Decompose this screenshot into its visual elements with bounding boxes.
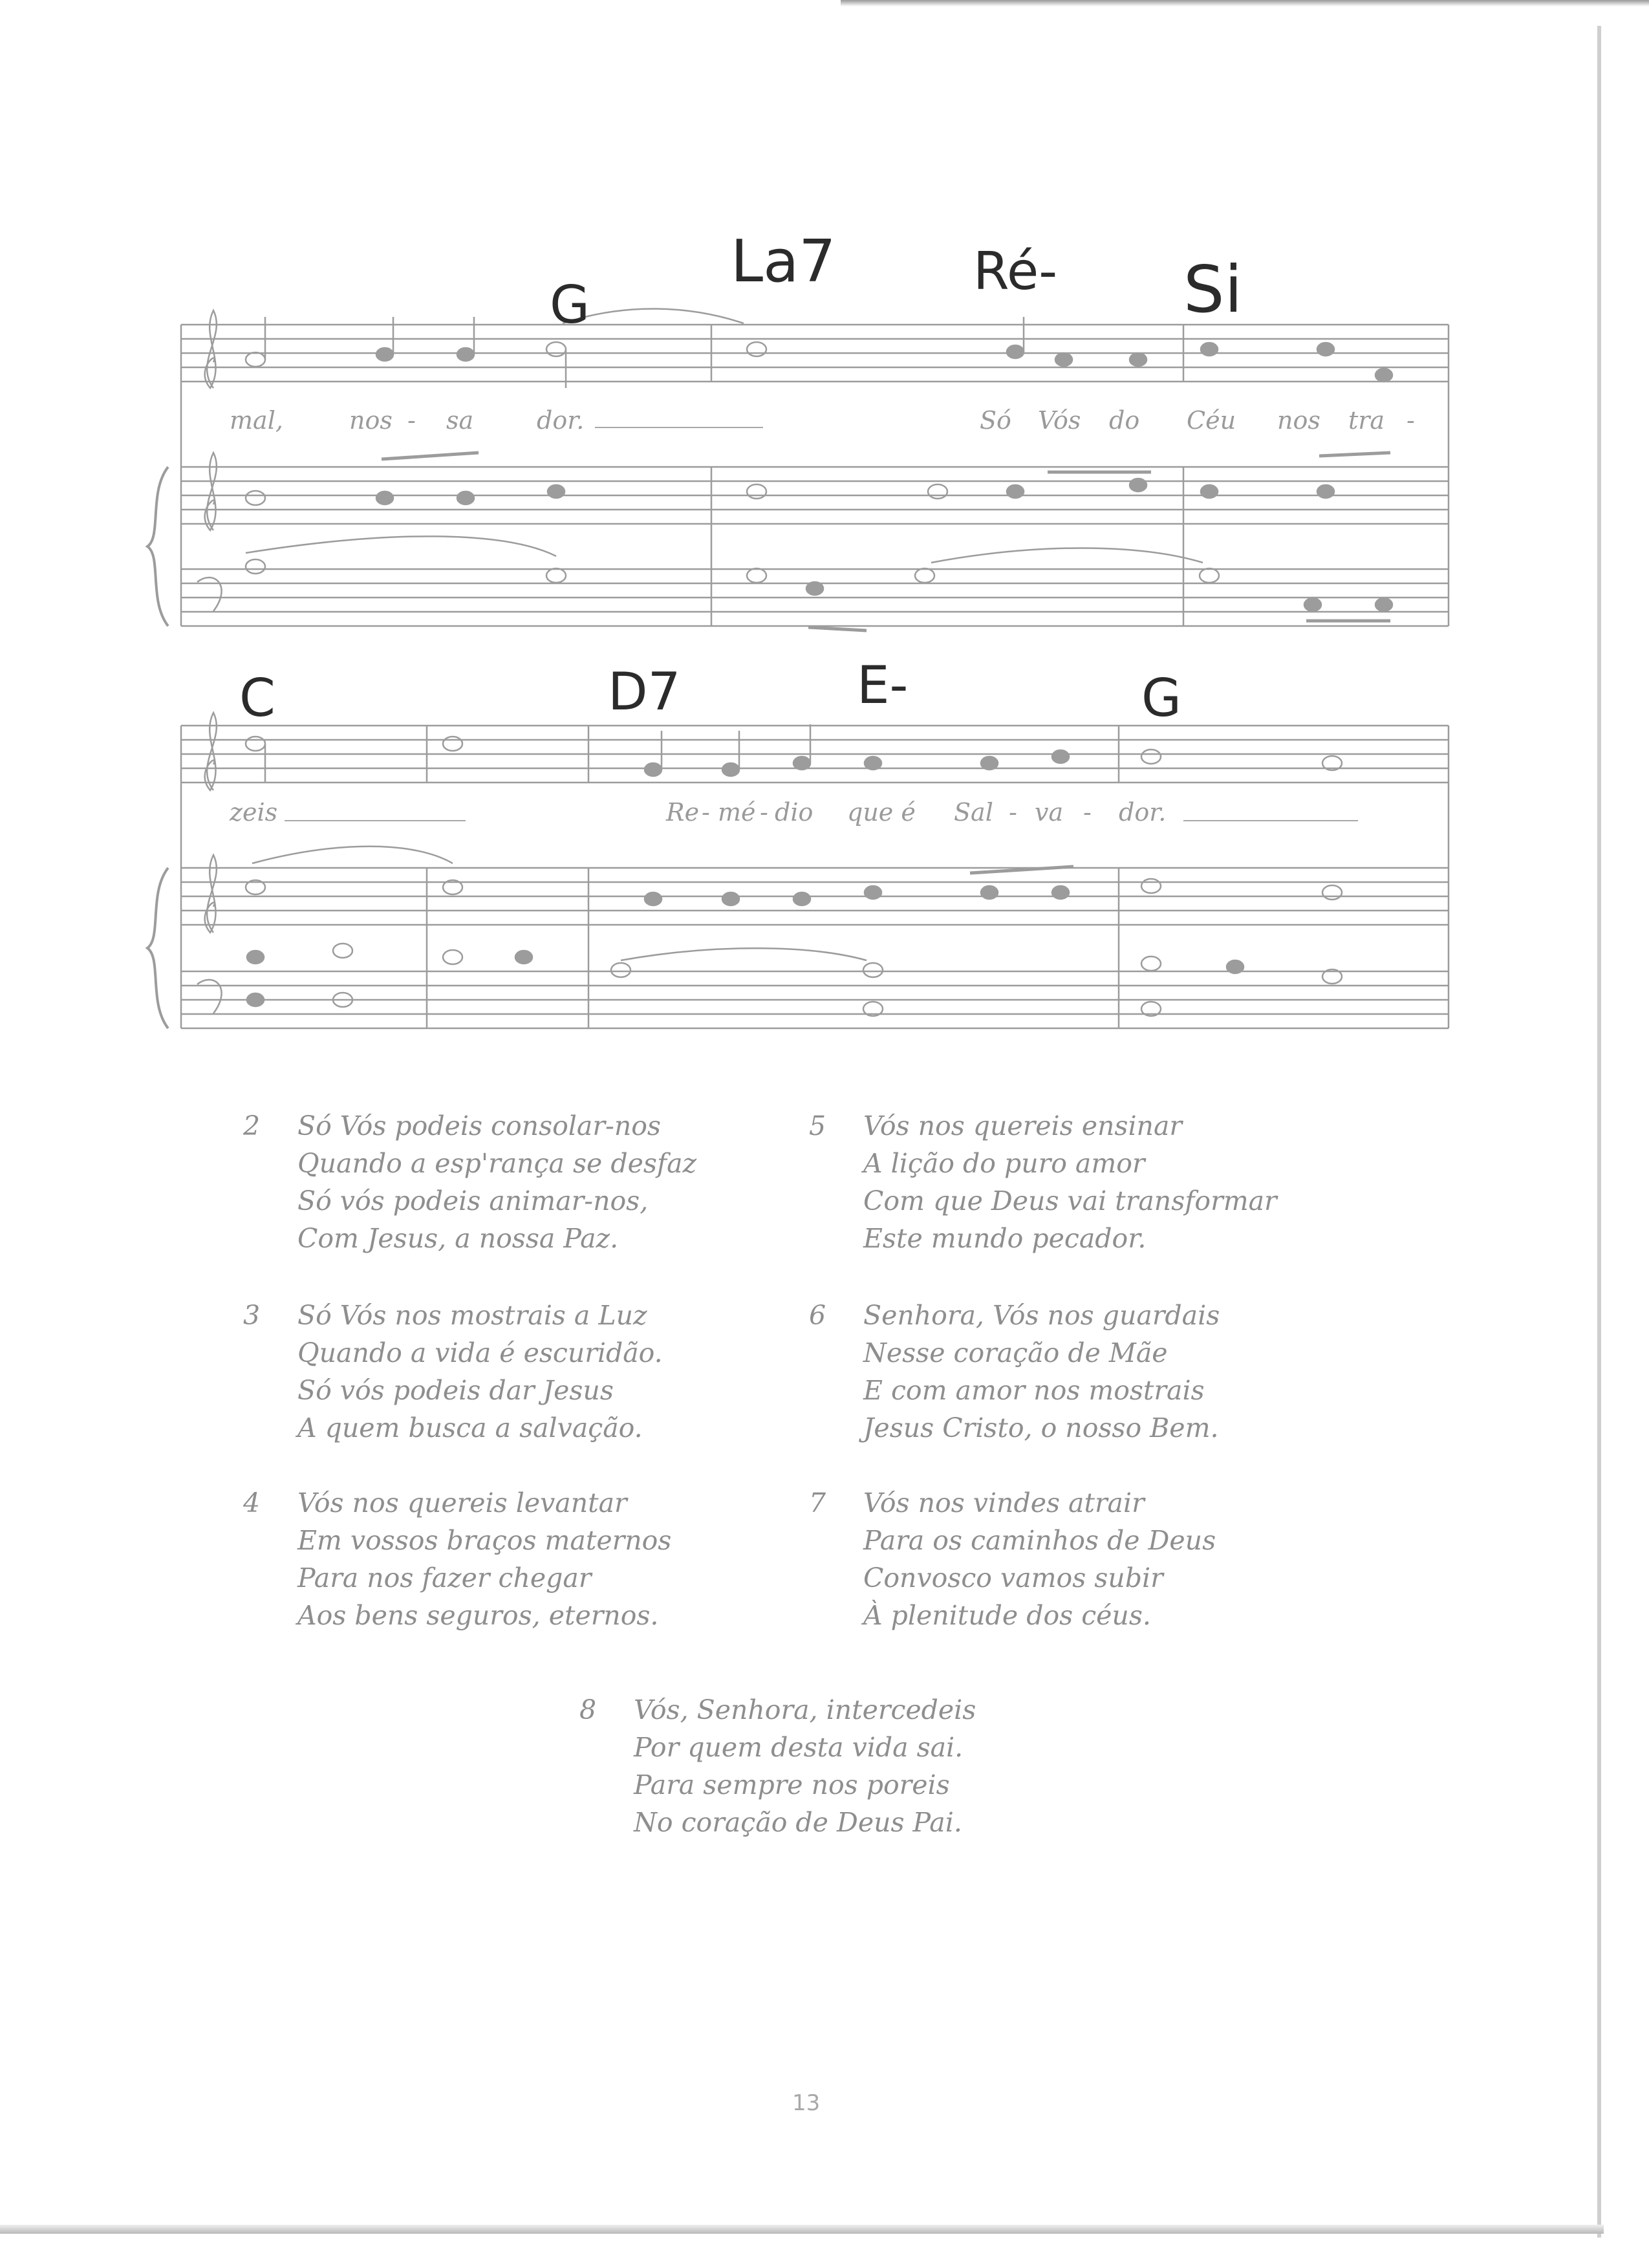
verse-number: 2 bbox=[243, 1110, 261, 1141]
chord-symbol: C bbox=[239, 668, 275, 728]
verse-line: Aos bens seguros, eternos. bbox=[297, 1600, 659, 1631]
verse-number: 5 bbox=[809, 1110, 826, 1141]
verse-4 bbox=[243, 1484, 672, 1634]
verse-line: Senhora, Vós nos guardais bbox=[863, 1300, 1220, 1331]
lyric-hyphen: - bbox=[1009, 798, 1017, 826]
lyric-syllable: va bbox=[1035, 798, 1064, 826]
lyric-syllable: nos bbox=[349, 406, 393, 435]
verse-line: Vós nos quereis levantar bbox=[297, 1487, 627, 1518]
verse-line: Com Jesus, a nossa Paz. bbox=[297, 1223, 619, 1254]
lyric-hyphen: - bbox=[1083, 798, 1092, 826]
verse-6 bbox=[809, 1297, 1220, 1447]
lyric-syllable: do bbox=[1109, 406, 1140, 435]
lyric-hyphen: - bbox=[760, 798, 768, 826]
verse-line: A lição do puro amor bbox=[863, 1148, 1145, 1179]
lyric-syllable: zeis bbox=[230, 798, 278, 826]
verse-number: 8 bbox=[579, 1694, 597, 1725]
lyric-syllable: Sal bbox=[954, 798, 993, 826]
system-2-staves bbox=[147, 726, 1449, 1028]
lyric-syllable: dor. bbox=[1119, 798, 1167, 826]
verse-line: Vós nos quereis ensinar bbox=[863, 1110, 1183, 1141]
verse-line: Convosco vamos subir bbox=[863, 1562, 1163, 1593]
verse-line: Vós nos vindes atrair bbox=[863, 1487, 1145, 1518]
chord-symbol: E- bbox=[857, 655, 909, 715]
verse-line: Só vós podeis dar Jesus bbox=[297, 1375, 614, 1406]
verse-line: Para nos fazer chegar bbox=[297, 1562, 592, 1593]
lyric-extender bbox=[285, 820, 466, 821]
lyric-hyphen: - bbox=[702, 798, 710, 826]
verse-line: A quem busca a salvação. bbox=[297, 1412, 643, 1443]
verse-2 bbox=[243, 1107, 697, 1257]
verse-number: 6 bbox=[809, 1300, 826, 1331]
chord-symbol: D7 bbox=[608, 662, 681, 722]
verse-5 bbox=[809, 1107, 1277, 1257]
verse-line: Só Vós podeis consolar-nos bbox=[297, 1110, 661, 1141]
chord-symbol: Si bbox=[1183, 252, 1243, 327]
verse-line: Por quem desta vida sai. bbox=[634, 1732, 964, 1763]
verse-number: 7 bbox=[809, 1487, 826, 1518]
treble-clef bbox=[205, 310, 217, 388]
verse-line: No coração de Deus Pai. bbox=[634, 1807, 962, 1838]
lyric-extender bbox=[595, 427, 763, 428]
verse-line: Com que Deus vai transformar bbox=[863, 1185, 1277, 1216]
lyric-syllable: Céu bbox=[1187, 406, 1236, 435]
verse-line: Para sempre nos poreis bbox=[634, 1769, 950, 1800]
system-1-staves bbox=[147, 325, 1449, 626]
verse-line: À plenitude dos céus. bbox=[863, 1600, 1151, 1631]
lyric-hyphen: - bbox=[1406, 406, 1415, 435]
lyric-syllable: mal, bbox=[230, 406, 283, 435]
page-number: 13 bbox=[792, 2090, 821, 2116]
chord-symbol: Ré- bbox=[973, 241, 1058, 301]
verse-3 bbox=[243, 1297, 663, 1447]
verse-line: Nesse coração de Mãe bbox=[863, 1337, 1168, 1368]
verse-8 bbox=[579, 1691, 976, 1841]
chord-symbol: La7 bbox=[731, 228, 836, 296]
verse-line: Só vós podeis animar-nos, bbox=[297, 1185, 649, 1216]
verse-line: Quando a esp'rança se desfaz bbox=[297, 1148, 697, 1179]
lyric-syllable: tra bbox=[1348, 406, 1385, 435]
verse-line: E com amor nos mostrais bbox=[863, 1375, 1205, 1406]
verse-line: Em vossos braços maternos bbox=[297, 1525, 672, 1556]
verse-line: Este mundo pecador. bbox=[863, 1223, 1147, 1254]
verse-line: Só Vós nos mostrais a Luz bbox=[297, 1300, 647, 1331]
lyric-syllable: nos bbox=[1277, 406, 1320, 435]
lyric-syllable: sa bbox=[446, 406, 474, 435]
lyric-hyphen: - bbox=[407, 406, 416, 435]
lyric-syllable: Vós bbox=[1038, 406, 1081, 435]
lyric-syllable: Só bbox=[980, 406, 1011, 435]
chord-symbol: G bbox=[1141, 668, 1181, 728]
verse-number: 3 bbox=[243, 1300, 261, 1331]
verse-number: 4 bbox=[243, 1487, 261, 1518]
lyric-syllable: mé bbox=[718, 798, 756, 826]
chord-symbol: G bbox=[550, 275, 590, 335]
lyric-extender bbox=[1183, 820, 1358, 821]
treble-clef bbox=[205, 453, 217, 530]
verse-line: Jesus Cristo, o nosso Bem. bbox=[863, 1412, 1219, 1443]
lyric-syllable: dio bbox=[775, 798, 814, 826]
lyric-syllable: dor. bbox=[537, 406, 585, 435]
lyric-syllable: que é bbox=[847, 798, 916, 826]
verse-7 bbox=[809, 1484, 1216, 1634]
verse-line: Quando a vida é escuridão. bbox=[297, 1337, 663, 1368]
verse-line: Para os caminhos de Deus bbox=[863, 1525, 1216, 1556]
verse-line: Vós, Senhora, intercedeis bbox=[634, 1694, 976, 1725]
lyric-syllable: Re bbox=[666, 798, 700, 826]
